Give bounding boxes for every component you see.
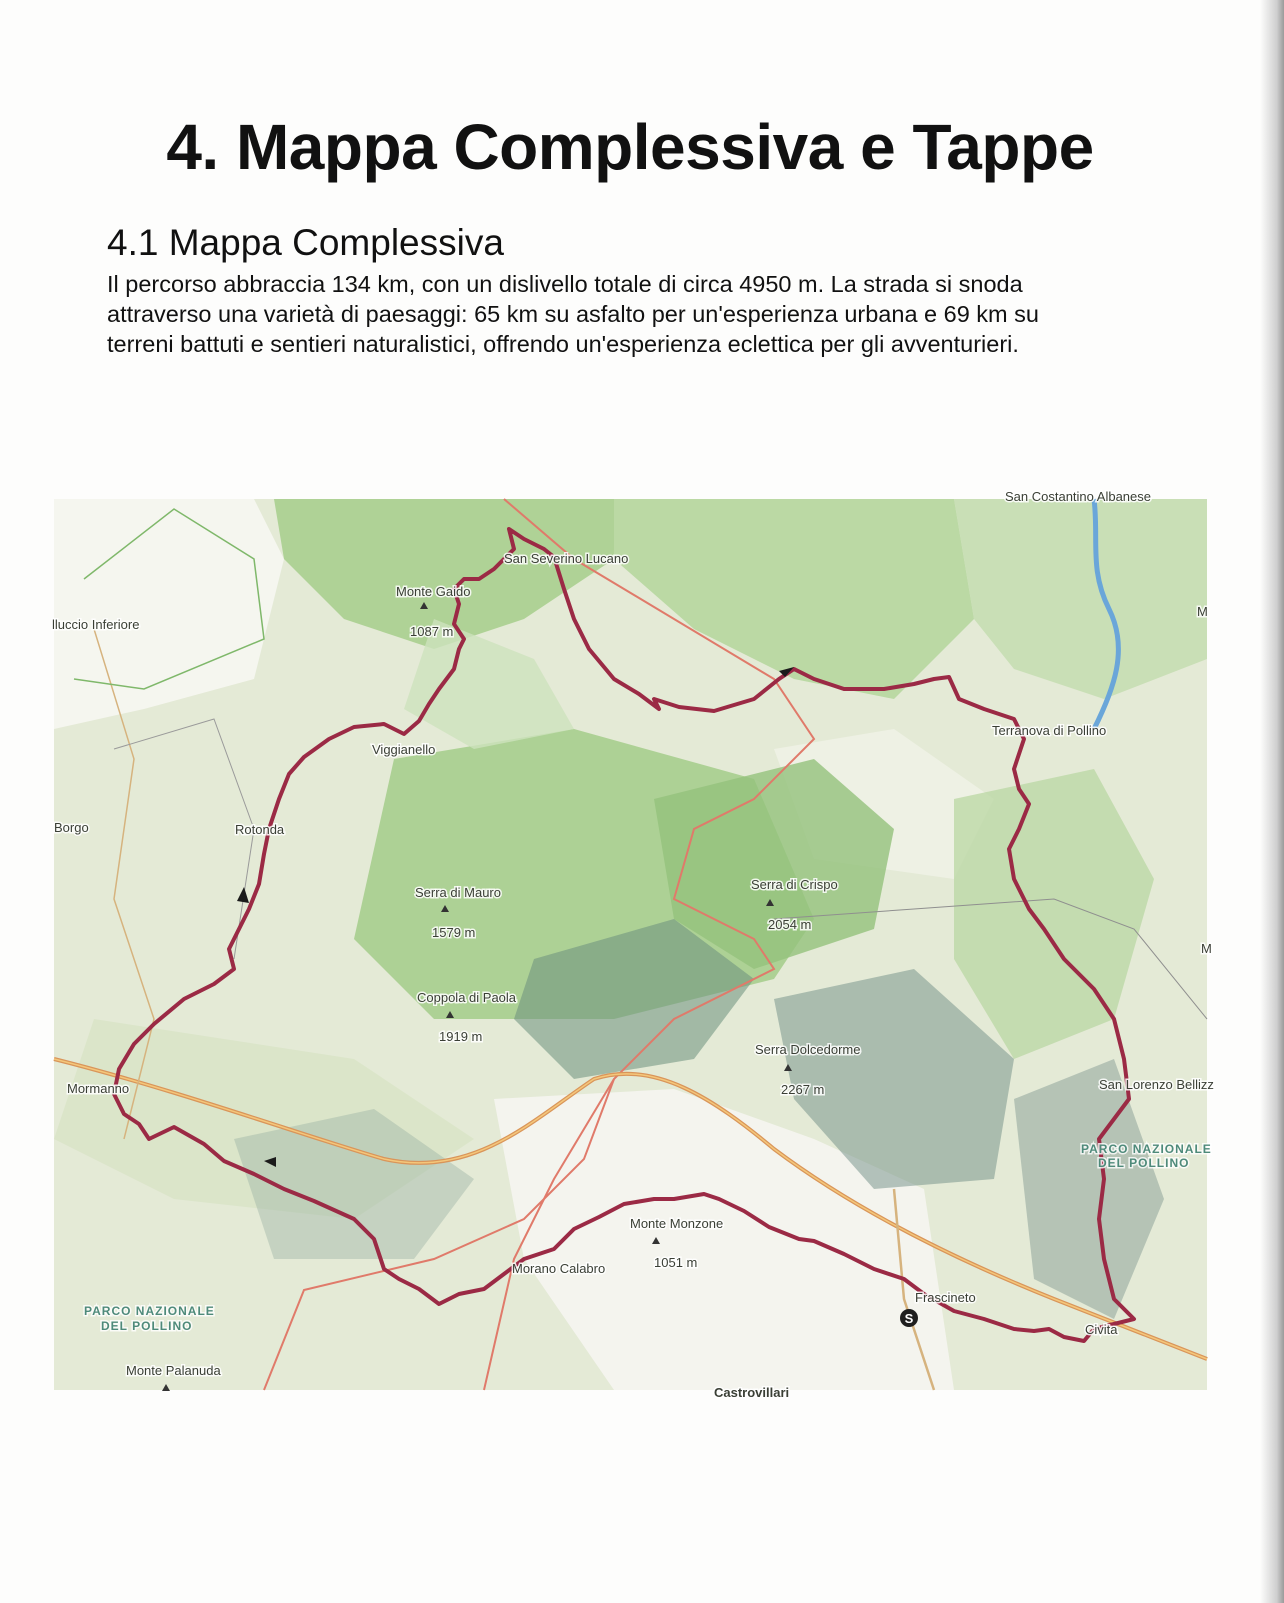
label-borgo: Borgo [54,820,89,835]
label-san-severino: San Severino Lucano [504,551,629,566]
section-title: 4.1 Mappa Complessiva [107,222,504,263]
route-map-svg [52,489,1214,1400]
label-monte-gaido: Monte Gaido [396,584,471,599]
label-monte-gaido-elev: 1087 m [410,624,454,639]
park-label-east-1: PARCO NAZIONALE [1081,1142,1212,1156]
label-serra-dolcedorme: Serra Dolcedorme [755,1042,861,1057]
label-coppola-elev: 1919 m [439,1029,483,1044]
label-frascineto: Frascineto [915,1290,976,1305]
label-mormanno: Mormanno [67,1081,130,1096]
label-castrovillari: Castrovillari [714,1385,790,1400]
park-label-west-2: DEL POLLINO [101,1319,193,1333]
label-serra-crispo-elev: 2054 m [768,917,812,932]
start-marker-label: S [904,1311,914,1326]
intro-line-2: attraverso una varietà di paesaggi: 65 km su asfalto per un'esperienza urbana e 69 km su [107,301,1039,327]
label-serra-dolcedorme-elev: 2267 m [781,1082,825,1097]
park-label-west-1: PARCO NAZIONALE [84,1304,215,1318]
label-serra-crispo: Serra di Crispo [751,877,838,892]
label-serra-mauro: Serra di Mauro [415,885,501,900]
intro-line-3: terreni battuti e sentieri naturalistici, offrendo un'esperienza eclettica per gli avventurieri. [107,331,1019,357]
intro-paragraph [107,269,1207,359]
label-morano: Morano Calabro [512,1261,606,1276]
label-edge-m: M [1201,941,1212,956]
label-rotonda: Rotonda [235,822,285,837]
label-edge-m: M [1197,604,1208,619]
label-terranova: Terranova di Pollino [992,723,1107,738]
page-title: 4. Mappa Complessiva e Tappe [166,111,1094,183]
label-monte-monzone-elev: 1051 m [654,1255,698,1270]
label-san-lorenzo: San Lorenzo Bellizz [1099,1077,1214,1092]
route-map[interactable] [52,489,1214,1400]
label-san-costantino: San Costantino Albanese [1005,489,1151,504]
park-label-east-2: DEL POLLINO [1098,1156,1190,1170]
label-coppola: Coppola di Paola [417,990,517,1005]
label-monte-palanuda: Monte Palanuda [126,1363,221,1378]
label-monte-monzone: Monte Monzone [630,1216,724,1231]
label-serra-mauro-elev: 1579 m [432,925,476,940]
page-edge-shadow [1260,0,1284,1603]
label-viggianello: Viggianello [372,742,436,757]
label-civita: Civita [1085,1322,1118,1337]
intro-line-1: Il percorso abbraccia 134 km, con un dislivello totale di circa 4950 m. La strada si snoda [107,271,1023,297]
label-luccio: lluccio Inferiore [52,617,140,632]
